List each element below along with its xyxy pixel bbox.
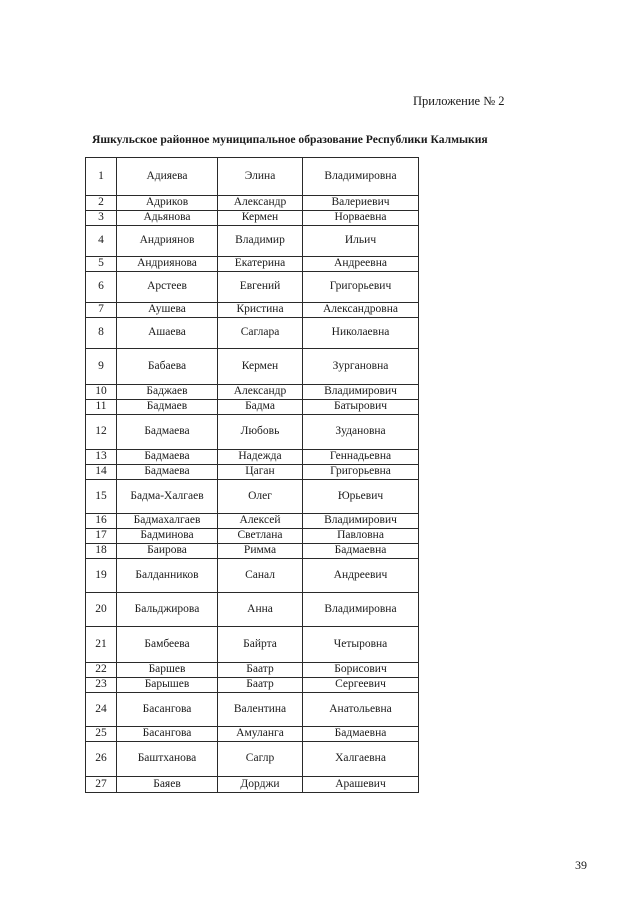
patronymic-cell: Владимирович	[303, 385, 419, 400]
last-name-cell: Ашаева	[117, 318, 218, 349]
first-name-cell: Саглр	[218, 742, 303, 777]
last-name-cell: Арстеев	[117, 272, 218, 303]
last-name-cell: Адияева	[117, 158, 218, 196]
table-row	[86, 529, 419, 544]
table-row	[86, 693, 419, 727]
table-row	[86, 777, 419, 793]
row-number-cell: 16	[86, 514, 117, 529]
patronymic-cell: Сергеевич	[303, 678, 419, 693]
patronymic-cell: Зургановна	[303, 349, 419, 385]
row-number-cell: 3	[86, 211, 117, 226]
first-name-cell: Баатр	[218, 663, 303, 678]
last-name-cell: Бадмаева	[117, 415, 218, 450]
first-name-cell: Светлана	[218, 529, 303, 544]
row-number-cell: 24	[86, 693, 117, 727]
first-name-cell: Олег	[218, 480, 303, 514]
first-name-cell: Александр	[218, 196, 303, 211]
first-name-cell: Алексей	[218, 514, 303, 529]
last-name-cell: Баяев	[117, 777, 218, 793]
row-number-cell: 1	[86, 158, 117, 196]
table-row	[86, 272, 419, 303]
document-heading: Яшкульское районное муниципальное образование Республики Калмыкия	[92, 133, 488, 146]
row-number-cell: 26	[86, 742, 117, 777]
first-name-cell: Любовь	[218, 415, 303, 450]
patronymic-cell: Григорьевна	[303, 465, 419, 480]
first-name-cell: Владимир	[218, 226, 303, 257]
last-name-cell: Баштханова	[117, 742, 218, 777]
row-number-cell: 11	[86, 400, 117, 415]
last-name-cell: Бадма-Халгаев	[117, 480, 218, 514]
patronymic-cell: Андреевич	[303, 559, 419, 593]
first-name-cell: Амуланга	[218, 727, 303, 742]
table-row	[86, 415, 419, 450]
row-number-cell: 9	[86, 349, 117, 385]
last-name-cell: Бабаева	[117, 349, 218, 385]
row-number-cell: 7	[86, 303, 117, 318]
table-row	[86, 727, 419, 742]
patronymic-cell: Бадмаевна	[303, 544, 419, 559]
patronymic-cell: Павловна	[303, 529, 419, 544]
patronymic-cell: Зудановна	[303, 415, 419, 450]
row-number-cell: 18	[86, 544, 117, 559]
table-row	[86, 303, 419, 318]
last-name-cell: Баирова	[117, 544, 218, 559]
first-name-cell: Саглара	[218, 318, 303, 349]
row-number-cell: 4	[86, 226, 117, 257]
patronymic-cell: Владимирович	[303, 514, 419, 529]
last-name-cell: Балданников	[117, 559, 218, 593]
last-name-cell: Бадмаева	[117, 465, 218, 480]
row-number-cell: 5	[86, 257, 117, 272]
first-name-cell: Элина	[218, 158, 303, 196]
last-name-cell: Бальджирова	[117, 593, 218, 627]
table-row	[86, 663, 419, 678]
row-number-cell: 27	[86, 777, 117, 793]
table-row	[86, 211, 419, 226]
last-name-cell: Андриянова	[117, 257, 218, 272]
appendix-label: Приложение № 2	[413, 94, 505, 108]
last-name-cell: Аушева	[117, 303, 218, 318]
table-row	[86, 400, 419, 415]
row-number-cell: 10	[86, 385, 117, 400]
patronymic-cell: Четыровна	[303, 627, 419, 663]
table-row	[86, 559, 419, 593]
last-name-cell: Баршев	[117, 663, 218, 678]
table-row	[86, 257, 419, 272]
first-name-cell: Баатр	[218, 678, 303, 693]
patronymic-cell: Борисович	[303, 663, 419, 678]
first-name-cell: Валентина	[218, 693, 303, 727]
last-name-cell: Баджаев	[117, 385, 218, 400]
first-name-cell: Евгений	[218, 272, 303, 303]
last-name-cell: Адриков	[117, 196, 218, 211]
patronymic-cell: Ильич	[303, 226, 419, 257]
table-row	[86, 742, 419, 777]
row-number-cell: 6	[86, 272, 117, 303]
patronymic-cell: Андреевна	[303, 257, 419, 272]
first-name-cell: Бадма	[218, 400, 303, 415]
table-row	[86, 627, 419, 663]
table-row	[86, 593, 419, 627]
row-number-cell: 13	[86, 450, 117, 465]
row-number-cell: 25	[86, 727, 117, 742]
patronymic-cell: Григорьевич	[303, 272, 419, 303]
row-number-cell: 2	[86, 196, 117, 211]
table-row	[86, 349, 419, 385]
table-row	[86, 318, 419, 349]
patronymic-cell: Халгаевна	[303, 742, 419, 777]
first-name-cell: Кристина	[218, 303, 303, 318]
first-name-cell: Римма	[218, 544, 303, 559]
row-number-cell: 23	[86, 678, 117, 693]
last-name-cell: Бадмахалгаев	[117, 514, 218, 529]
patronymic-cell: Александровна	[303, 303, 419, 318]
first-name-cell: Екатерина	[218, 257, 303, 272]
last-name-cell: Андриянов	[117, 226, 218, 257]
first-name-cell: Цаган	[218, 465, 303, 480]
last-name-cell: Бамбеева	[117, 627, 218, 663]
row-number-cell: 21	[86, 627, 117, 663]
patronymic-cell: Николаевна	[303, 318, 419, 349]
last-name-cell: Басангова	[117, 693, 218, 727]
patronymic-cell: Батырович	[303, 400, 419, 415]
row-number-cell: 8	[86, 318, 117, 349]
patronymic-cell: Владимировна	[303, 158, 419, 196]
table-row	[86, 465, 419, 480]
table-row	[86, 385, 419, 400]
last-name-cell: Барышев	[117, 678, 218, 693]
table-row	[86, 196, 419, 211]
last-name-cell: Бадминова	[117, 529, 218, 544]
patronymic-cell: Юрьевич	[303, 480, 419, 514]
first-name-cell: Байрта	[218, 627, 303, 663]
first-name-cell: Анна	[218, 593, 303, 627]
table-row	[86, 480, 419, 514]
last-name-cell: Адьянова	[117, 211, 218, 226]
patronymic-cell: Бадмаевна	[303, 727, 419, 742]
table-row	[86, 514, 419, 529]
first-name-cell: Александр	[218, 385, 303, 400]
row-number-cell: 14	[86, 465, 117, 480]
first-name-cell: Кермен	[218, 211, 303, 226]
first-name-cell: Кермен	[218, 349, 303, 385]
table-row	[86, 678, 419, 693]
last-name-cell: Бадмаев	[117, 400, 218, 415]
first-name-cell: Дорджи	[218, 777, 303, 793]
last-name-cell: Басангова	[117, 727, 218, 742]
patronymic-cell: Владимировна	[303, 593, 419, 627]
row-number-cell: 20	[86, 593, 117, 627]
patronymic-cell: Арашевич	[303, 777, 419, 793]
row-number-cell: 22	[86, 663, 117, 678]
patronymic-cell: Анатольевна	[303, 693, 419, 727]
last-name-cell: Бадмаева	[117, 450, 218, 465]
table-row	[86, 544, 419, 559]
table-row	[86, 158, 419, 196]
first-name-cell: Санал	[218, 559, 303, 593]
row-number-cell: 19	[86, 559, 117, 593]
table-row	[86, 226, 419, 257]
patronymic-cell: Норваевна	[303, 211, 419, 226]
table-row	[86, 450, 419, 465]
patronymic-cell: Геннадьевна	[303, 450, 419, 465]
names-table	[85, 157, 419, 793]
first-name-cell: Надежда	[218, 450, 303, 465]
page-number: 39	[575, 858, 587, 872]
row-number-cell: 15	[86, 480, 117, 514]
row-number-cell: 12	[86, 415, 117, 450]
row-number-cell: 17	[86, 529, 117, 544]
patronymic-cell: Валериевич	[303, 196, 419, 211]
